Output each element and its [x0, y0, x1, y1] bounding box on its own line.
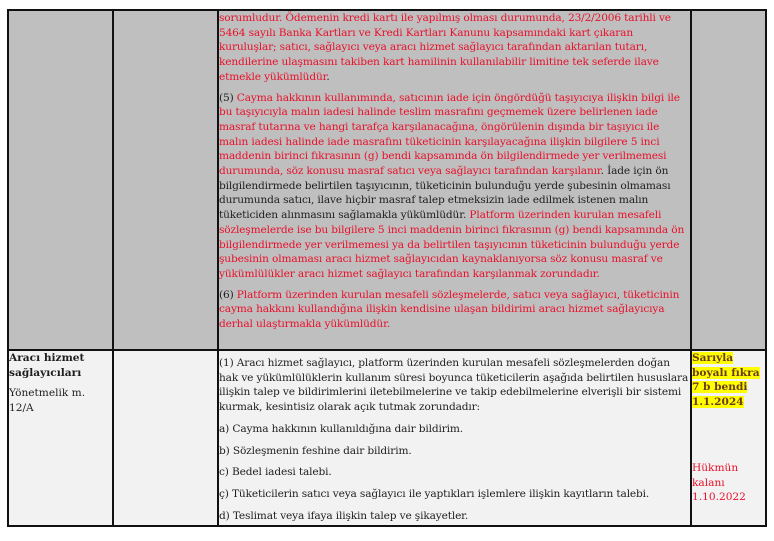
- topic-title: Aracı hizmet sağlayıcıları: [9, 352, 85, 379]
- list-item: c) Bedel iadesi talebi.: [219, 466, 332, 479]
- amended-text: Platform üzerinden kurulan mesafeli sözleşmelerde, satıcı veya sağlayıcı, tüketicinin cayma hakkını kullandığına ilişkin kendisine ulaşan bildirimi aracı hizmet sağlayıcıya derhal ulaştırmakla yükümlüdür.: [219, 288, 680, 331]
- original-text: (6): [219, 288, 237, 301]
- cell-topic: [8, 350, 113, 526]
- article-paragraph: [219, 11, 690, 85]
- effective-date-note: Hükmün kalanı 1.10.2022: [692, 462, 746, 503]
- original-text: .: [326, 70, 330, 83]
- cell-topic: [8, 10, 113, 350]
- effective-date-note-highlighted: Sarıyla boyalı fıkra 7 b bendi 1.1.2024: [692, 352, 760, 408]
- list-item: ç) Tüketicilerin satıcı veya sağlayıcı ile yaptıkları işlemlere ilişkin kayıtların talebi.: [219, 487, 650, 500]
- original-text: (5): [219, 91, 237, 104]
- list-item: b) Sözleşmenin feshine dair bildirim.: [219, 444, 412, 457]
- cell-notes: [691, 10, 766, 350]
- original-text: . İade için ön bilgilendirmede belirtilen taşıyıcının, tüketicinin bulunduğu yerde şubesinin olmaması durumunda satıcı, ilave hiçbir masraf talep etmeksizin iade edilmek istenen malın tüketiciden alınmasını sağlamakla yükümlüdür.: [219, 165, 671, 222]
- table-row-intermediary-providers: [8, 350, 766, 526]
- cell-article-text: [218, 10, 691, 350]
- list-item: d) Teslimat veya ifaya ilişkin talep ve şikayetler.: [219, 509, 469, 522]
- table-row-continued-article: [8, 10, 766, 350]
- regulation-reference: Yönetmelik m. 12/A: [9, 387, 86, 414]
- cell-notes: [691, 350, 766, 526]
- cell-empty: [113, 10, 218, 350]
- article-paragraph: [219, 91, 690, 282]
- article-paragraphs: [219, 11, 690, 332]
- amended-text: Platform üzerinden kurulan mesafeli sözleşmelerde ise bu bilgilere 5 inci maddenin birinci fıkrasının (g) bendi kapsamında ön bilgilendirmede yer verilmemesi ya da belirtilen taşıyıcının tüketicinin bulunduğu yerde şubesinin olmaması aracı hizmet sağlayıcıdan kaynaklanıyorsa söz konusu masraf ve yükümlülükler aracı hizmet sağlayıcı tarafından karşılanmak zorundadır.: [219, 209, 685, 280]
- regulation-table: [7, 9, 767, 527]
- article-intro: (1) Aracı hizmet sağlayıcı, platform üzerinden kurulan mesafeli sözleşmelerden doğan hak ve yükümlülüklerin kullanım süresi boyunca tüketicilerin aşağıda belirtilen hususlara ilişkin talep ve bildirimlerini iletebilmelerine ve takip edebilmelerine elverişli bir sistemi kurmak, kesintisiz olarak açık tutmak zorundadır:: [219, 357, 689, 414]
- cell-empty: [113, 350, 218, 526]
- cell-article-text: [218, 350, 691, 526]
- amended-text: Cayma hakkının kullanımında, satıcının iade için öngördüğü taşıyıcıya ilişkin bilgi ile bu taşıyıcıyla malın iadesi halinde teslim masrafını geçmemek üzere belirlenen iade masraf tutarına ve hangi tarafça karşılanacağına, öngörülenin dışında bir taşıyıcı ile malın iadesi halinde iade masrafını tüketicinin karşılayacağına ilişkin bilgilere 5 inci maddenin birinci fıkrasının (g) bendi kapsamında ön bilgilendirmede yer verilmemesi durumunda, söz konusu masraf satıcı veya sağlayıcı tarafından karşılanır: [219, 91, 680, 178]
- article-paragraph: [219, 288, 690, 332]
- list-item: a) Cayma hakkının kullanıldığına dair bildirim.: [219, 422, 463, 435]
- amended-text: sorumludur. Ödemenin kredi kartı ile yapılmış olması durumunda, 23/2/2006 tarihli ve 5464 sayılı Banka Kartları ve Kredi Kartları Kanunu kapsamındaki kart çıkaran kuruluşlar; satıcı, sağlayıcı veya aracı hizmet sağlayıcı tarafından aktarılan tutarı, kendilerine ulaşmasını takiben kart hamilinin kullanılabilir limitine tek seferde ilave etmekle yükümlüdür: [219, 12, 671, 83]
